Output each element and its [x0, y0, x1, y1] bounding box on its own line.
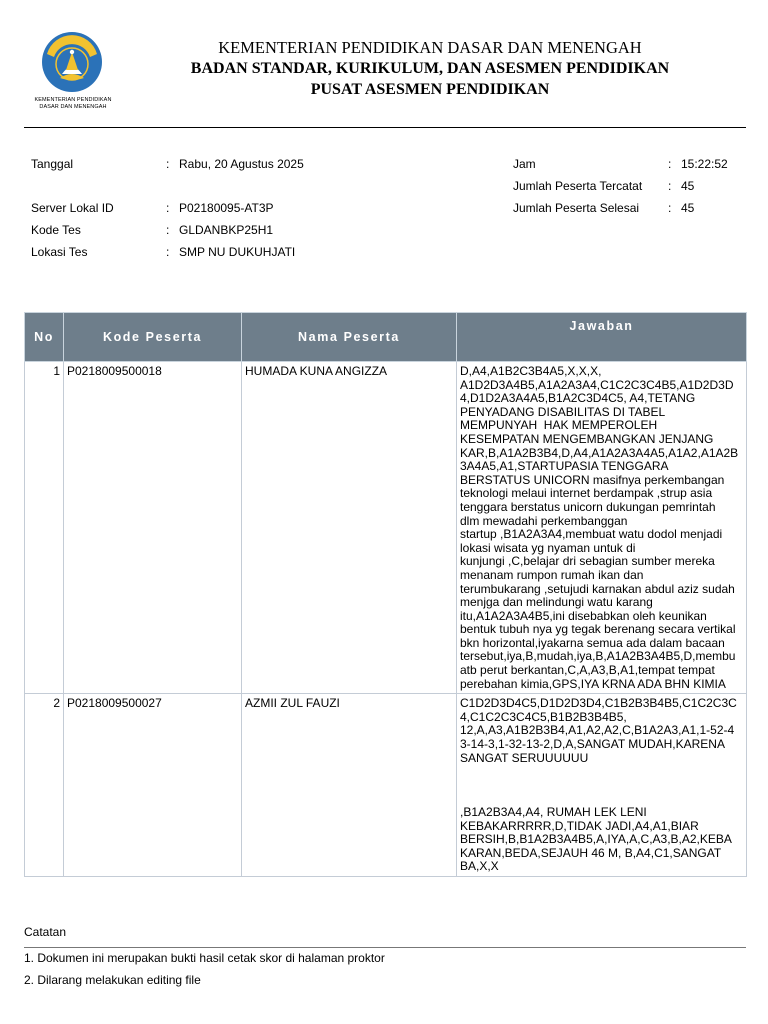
info-row-tercatat	[513, 175, 728, 197]
cell-no: 2	[25, 694, 64, 877]
agency-title: BADAN STANDAR, KURIKULUM, DAN ASESMEN PENDIDIKAN	[190, 60, 670, 77]
cell-jawaban: C1D2D3D4C5,D1D2D3D4,C1B2B3B4B5,C1C2C3C 4,C1C2C3C4C5,B1B2B3B4B5, 12,A,A3,A1B2B3B4,A1,A2,A2,C,B1A2A3,A1,1-52-4 3-14-3,1-32-13-2,D,A,SANGAT MUDAH,KARENA SANGAT SERUUUUUU ,B1A2B3A4,A4, RUMAH LEK LENI KEBAKARRRRR,D,TIDAK JADI,A4,A1,BIAR BERSIH,B,B1A2B3A4B5,A,IYA,A,C,A3,B,A2,KEBA KARAN,BEDA,SEJAUH 46 M, B,A4,C1,SANGAT BA,X,X	[457, 694, 747, 877]
cell-no: 1	[25, 362, 64, 694]
info-label: Kode Tes	[31, 223, 81, 237]
info-row-lokasi	[31, 241, 304, 263]
table-header-row	[25, 313, 747, 362]
ministry-title: KEMENTERIAN PENDIDIKAN DASAR DAN MENENGAH	[218, 38, 642, 57]
info-row-blank	[31, 175, 304, 197]
info-left	[31, 153, 304, 263]
column-header-no: No	[25, 313, 64, 362]
logo-caption: KEMENTERIAN PENDIDIKAN DASAR DAN MENENGAH	[34, 97, 112, 110]
info-label: Server Lokal ID	[31, 201, 114, 215]
info-value: 15:22:52	[681, 157, 728, 171]
header-divider	[24, 127, 746, 128]
info-value: GLDANBKP25H1	[179, 223, 274, 237]
info-row-server	[31, 197, 304, 219]
info-row-tanggal	[31, 153, 304, 175]
center-title: PUSAT ASESMEN PENDIDIKAN	[310, 81, 550, 98]
notes-divider	[24, 947, 746, 948]
document-header	[120, 38, 740, 100]
info-separator: :	[668, 157, 672, 171]
column-header-nama: Nama Peserta	[242, 313, 457, 362]
info-value: 45	[681, 201, 695, 215]
results-table	[24, 312, 747, 877]
info-label: Lokasi Tes	[31, 245, 88, 259]
ministry-logo	[33, 30, 113, 111]
info-value: 45	[681, 179, 695, 193]
info-value: Rabu, 20 Agustus 2025	[179, 157, 304, 171]
tut-wuri-handayani-emblem-icon	[40, 30, 104, 94]
cell-nama: HUMADA KUNA ANGIZZA	[242, 362, 457, 694]
table-row	[25, 694, 747, 877]
info-separator: :	[166, 157, 170, 171]
info-label: Tanggal	[31, 157, 74, 171]
cell-kode: P0218009500018	[64, 362, 242, 694]
note-item: 1. Dokumen ini merupakan bukti hasil cetak skor di halaman proktor	[24, 951, 385, 965]
info-separator: :	[166, 223, 170, 237]
info-row-jam	[513, 153, 728, 175]
column-header-kode: Kode Peserta	[64, 313, 242, 362]
cell-kode: P0218009500027	[64, 694, 242, 877]
column-header-jawaban: Jawaban	[457, 313, 747, 362]
notes-section	[24, 924, 746, 994]
info-row-kode-tes	[31, 219, 304, 241]
info-separator: :	[668, 201, 672, 215]
table-row	[25, 362, 747, 694]
info-separator: :	[668, 179, 672, 193]
note-item: 2. Dilarang melakukan editing file	[24, 973, 201, 987]
info-separator: :	[166, 201, 170, 215]
info-value: P02180095-AT3P	[179, 201, 274, 215]
info-row-selesai	[513, 197, 728, 219]
info-label: Jumlah Peserta Tercatat	[513, 179, 643, 193]
info-label: Jam	[513, 157, 536, 171]
info-label: Jumlah Peserta Selesai	[513, 201, 640, 215]
info-value: SMP NU DUKUHJATI	[179, 245, 296, 259]
info-separator: :	[166, 245, 170, 259]
cell-jawaban: D,A4,A1B2C3B4A5,X,X,X, A1D2D3A4B5,A1A2A3A4,C1C2C3C4B5,A1D2D3D 4,D1D2A3A4A5,B1A2C3D4C5, A4,TETANG PENYADANG DISABILITAS DI TABEL MEMPUNYAH HAK MEMPEROLEH KESEMPATAN MENGEMBANGKAN JENJANG KAR,B,A1A2B3B4,D,A4,A1A2A3A4A5,A1A2,A1A2B 3A4A5,A1,STARTUPASIA TENGGARA BERSTATUS UNICORN masifnya perkembangan teknologi melaui internet berdampak ,strup asia tenggara berstatus unicorn dukungan pemrintah dlm mewadahi perkembanggan startup ,B1A2A3A4,membuat watu dodol menjadi lokasi wisata yg nyaman untuk di kunjungi ,C,belajar dri sebagian sumber mereka menanam rumpon rumah ikan dan terumbukarang ,setujudi karnakan abdul aziz sudah menjga dan melindungi watu karang itu,A1A2A3A4B5,ini disebabkan oleh keunikan bentuk tubuh nya yg tegak berenang secara vertikal bkn horizontal,iyakarna semua ada dalam bacaan tersebut,iya,B,mudah,iya,B,A1A2B3A4B5,D,membu atb perut berkantan,C,A,A3,B,A1,tempat tempat perebahan kimia,GPS,IYA KRNA ADA BHN KIMIA	[457, 362, 747, 694]
notes-title: Catatan	[24, 925, 67, 939]
cell-nama: AZMII ZUL FAUZI	[242, 694, 457, 877]
info-right	[513, 153, 728, 219]
